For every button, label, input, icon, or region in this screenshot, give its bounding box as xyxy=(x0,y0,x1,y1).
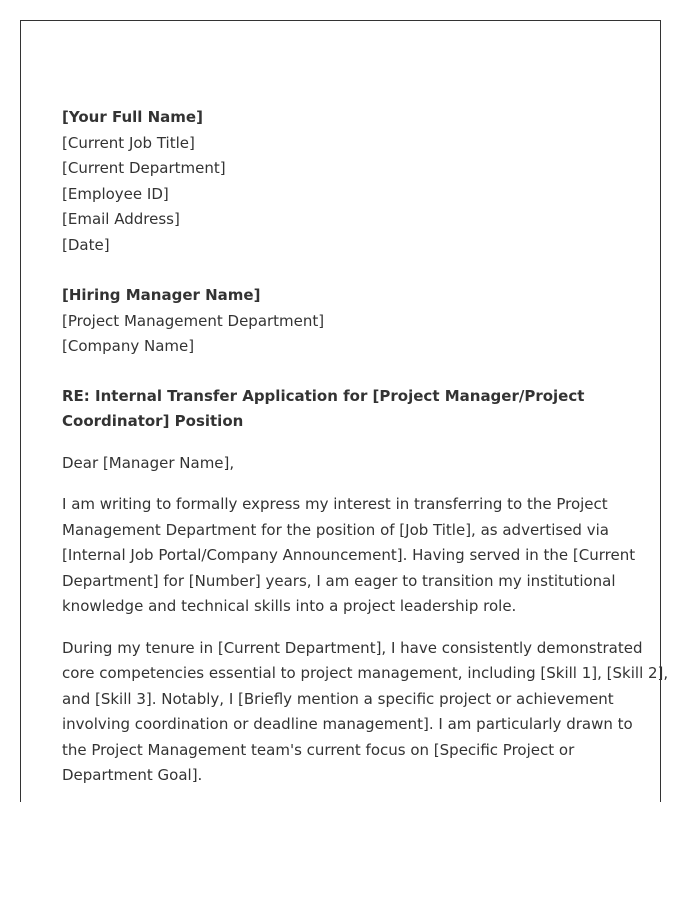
sender-department: [Current Department] xyxy=(62,159,226,177)
recipient-company: [Company Name] xyxy=(62,337,195,355)
paragraph-line: Management Department for the position of [Job Title], as advertised via xyxy=(62,520,609,539)
subject-line xyxy=(62,384,632,435)
paragraph-line: core competencies essential to project management, including [Skill 1], [Skill 2], xyxy=(62,664,669,682)
subject-line-2: Coordinator] Position xyxy=(62,412,244,430)
paragraph-line: the Project Management team's current focus on [Specific Project or xyxy=(62,740,575,759)
paragraph-line: and [Skill 3]. Notably, I [Briefly mention a specific project or achievement xyxy=(62,689,614,708)
paragraph-line: During my tenure in [Current Department], I have consistently demonstrated xyxy=(62,638,643,657)
recipient-name: [Hiring Manager Name] xyxy=(62,286,261,304)
letter-date: [Date] xyxy=(62,235,110,254)
recipient-department: [Project Management Department] xyxy=(62,311,325,330)
paragraph-line: knowledge and technical skills into a project leadership role. xyxy=(62,597,517,615)
paragraph-line: involving coordination or deadline management]. I am particularly drawn to xyxy=(62,715,633,733)
sender-job-title: [Current Job Title] xyxy=(62,133,195,152)
subject-line-1: RE: Internal Transfer Application for [Project Manager/Project xyxy=(62,386,585,405)
sender-employee-id: [Employee ID] xyxy=(62,184,169,203)
body-paragraph-1 xyxy=(62,492,636,620)
recipient-block xyxy=(62,283,632,360)
sender-email: [Email Address] xyxy=(62,210,180,228)
body-paragraph-2 xyxy=(62,636,669,789)
paragraph-line: [Internal Job Portal/Company Announcement]. Having served in the [Current xyxy=(62,546,636,564)
paragraph-line: Department Goal]. xyxy=(62,766,203,784)
letter-content xyxy=(62,105,669,805)
sender-full-name: [Your Full Name] xyxy=(62,108,203,126)
sender-block xyxy=(62,105,632,258)
letter-page xyxy=(20,20,669,802)
paragraph-line: I am writing to formally express my interest in transferring to the Project xyxy=(62,495,608,513)
paragraph-line: Department] for [Number] years, I am eager to transition my institutional xyxy=(62,571,616,590)
salutation xyxy=(62,451,632,477)
salutation-text: Dear [Manager Name], xyxy=(62,453,235,472)
